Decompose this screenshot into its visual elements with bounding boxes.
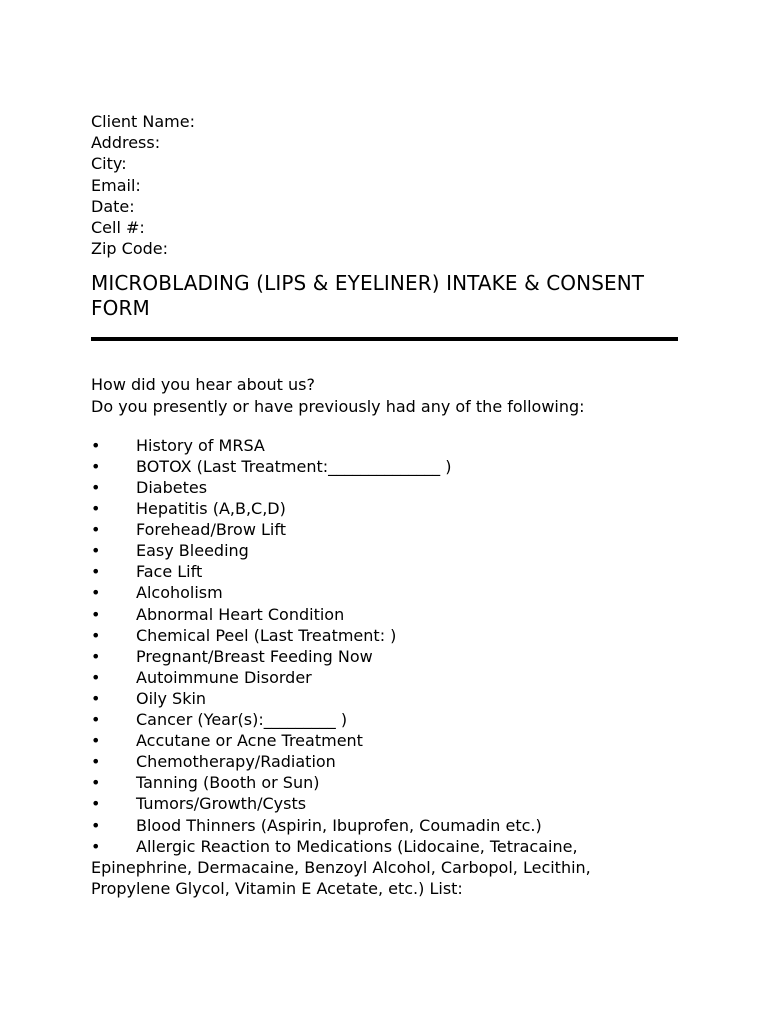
list-item[interactable] [91, 498, 691, 519]
bullet-icon: • [91, 710, 101, 730]
allergic-label: Allergic Reaction to Medications (Lidocaine, Tetracaine, [136, 836, 578, 856]
bullet-icon: • [91, 646, 101, 666]
condition-label: Chemical Peel (Last Treatment: ) [136, 625, 397, 645]
bullet-icon: • [91, 562, 101, 582]
bullet-icon: • [91, 752, 101, 772]
bullet-icon: • [91, 478, 101, 498]
title-divider [91, 337, 678, 341]
condition-label: Forehead/Brow Lift [136, 520, 286, 540]
bullet-icon: • [91, 541, 101, 561]
list-item[interactable] [91, 477, 691, 498]
condition-label: Alcoholism [136, 583, 223, 603]
zip-code-field[interactable]: Zip Code: [91, 239, 168, 259]
list-item[interactable] [91, 688, 691, 709]
list-item[interactable] [91, 561, 691, 582]
bullet-icon: • [91, 836, 101, 856]
bullet-icon: • [91, 499, 101, 519]
client-name-field[interactable]: Client Name: [91, 112, 195, 131]
list-item[interactable] [91, 667, 691, 688]
condition-label: Blood Thinners (Aspirin, Ibuprofen, Coumadin etc.) [136, 815, 542, 835]
list-item[interactable] [91, 582, 691, 603]
bullet-icon: • [91, 456, 101, 476]
allergic-continuation: Epinephrine, Dermacaine, Benzoyl Alcohol, Carbopol, Lecithin, Propylene Glycol, Vitamin E Acetate, etc.) List: [91, 857, 591, 898]
bullet-icon: • [91, 583, 101, 603]
list-item[interactable] [91, 793, 691, 814]
list-item[interactable] [91, 540, 691, 561]
address-field[interactable]: Address: [91, 133, 161, 153]
list-item[interactable] [91, 709, 691, 730]
list-item[interactable] [91, 456, 691, 477]
bullet-icon: • [91, 773, 101, 793]
date-field[interactable]: Date: [91, 196, 135, 216]
list-item[interactable] [91, 625, 691, 646]
form-title: MICROBLADING (LIPS & EYELINER) INTAKE & CONSENT FORM [91, 271, 645, 321]
bullet-icon: • [91, 604, 101, 624]
conditions-prompt: Do you presently or have previously had any of the following: [91, 396, 585, 416]
list-item[interactable] [91, 751, 691, 772]
list-item[interactable] [91, 435, 691, 456]
hear-about-question[interactable]: How did you hear about us? [91, 375, 315, 395]
city-field[interactable]: City: [91, 154, 127, 174]
condition-label: Hepatitis (A,B,C,D) [136, 499, 286, 519]
questions-block [91, 374, 691, 416]
condition-label: Chemotherapy/Radiation [136, 752, 336, 772]
condition-label: Oily Skin [136, 688, 207, 708]
list-item[interactable] [91, 646, 691, 667]
email-field[interactable]: Email: [91, 175, 141, 195]
allergic-first-line [91, 836, 691, 857]
condition-label: Abnormal Heart Condition [136, 604, 345, 624]
condition-label: Face Lift [136, 562, 203, 582]
list-item[interactable] [91, 772, 691, 793]
list-item[interactable] [91, 519, 691, 540]
condition-label: Diabetes [136, 478, 208, 498]
list-item[interactable] [91, 815, 691, 836]
condition-label: Pregnant/Breast Feeding Now [136, 646, 373, 666]
cell-field[interactable]: Cell #: [91, 218, 145, 238]
bullet-icon: • [91, 625, 101, 645]
condition-label: BOTOX (Last Treatment:______________ ) [136, 456, 452, 476]
client-info-fields [91, 111, 691, 259]
bullet-icon: • [91, 667, 101, 687]
condition-label: Autoimmune Disorder [136, 667, 312, 687]
conditions-list [91, 435, 691, 899]
condition-label: Tanning (Booth or Sun) [136, 773, 320, 793]
intake-form-page [91, 111, 691, 899]
bullet-icon: • [91, 731, 101, 751]
condition-label: History of MRSA [136, 435, 265, 455]
bullet-icon: • [91, 794, 101, 814]
bullet-icon: • [91, 815, 101, 835]
list-item[interactable] [91, 604, 691, 625]
bullet-icon: • [91, 435, 101, 455]
condition-label: Accutane or Acne Treatment [136, 731, 363, 751]
condition-label: Tumors/Growth/Cysts [136, 794, 307, 814]
list-item[interactable] [91, 730, 691, 751]
bullet-icon: • [91, 520, 101, 540]
allergic-reaction-item[interactable] [91, 836, 691, 899]
condition-label: Cancer (Year(s):_________ ) [136, 710, 348, 730]
bullet-icon: • [91, 688, 101, 708]
condition-label: Easy Bleeding [136, 541, 249, 561]
